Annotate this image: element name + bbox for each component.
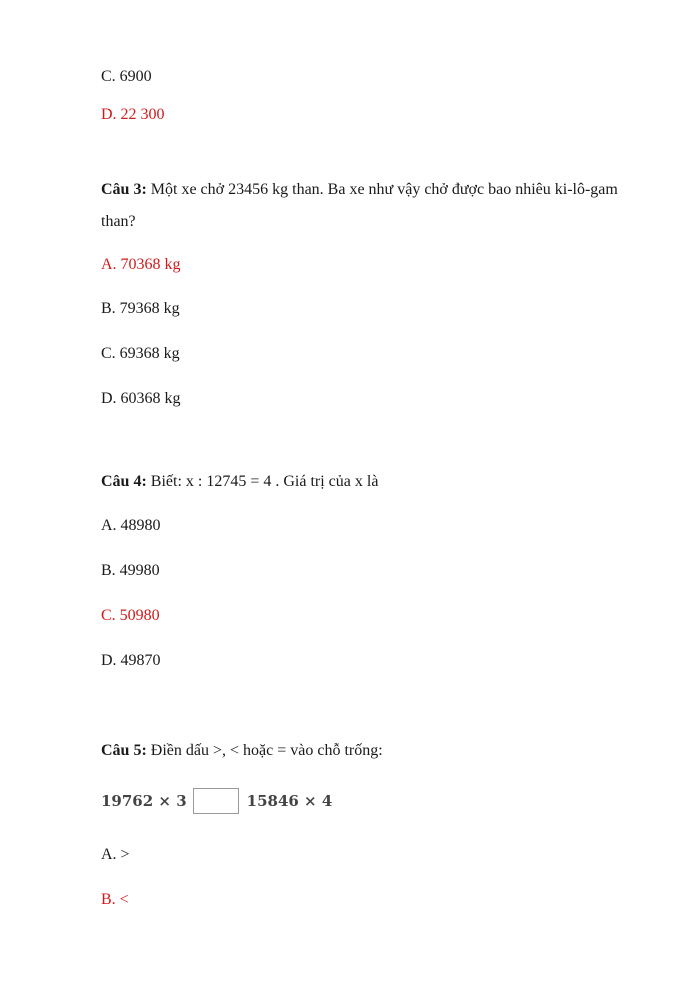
- q5-label: Câu 5:: [101, 742, 147, 759]
- q2-option-c: C. 6900: [101, 68, 152, 85]
- q4-label: Câu 4:: [101, 473, 147, 490]
- q3-label: Câu 3:: [101, 181, 147, 198]
- q3-option-c: C. 69368 kg: [101, 345, 180, 362]
- q3-prompt: [101, 180, 618, 200]
- q4-option-d: D. 49870: [101, 652, 161, 669]
- q4-option-a: A. 48980: [101, 517, 161, 534]
- q5-text: Điền dấu >, < hoặc = vào chỗ trống:: [146, 742, 383, 759]
- q3-option-a-correct: A. 70368 kg: [101, 256, 181, 273]
- q4-option-c-correct: C. 50980: [101, 607, 160, 624]
- q5-option-b-correct: B. <: [101, 891, 129, 908]
- q4-option-b: B. 49980: [101, 562, 160, 579]
- q5-comparison-expression: [101, 786, 332, 816]
- q5-option-a: A. >: [101, 846, 130, 863]
- q5-prompt: [101, 741, 383, 761]
- q5-right-expression: 15846 × 4: [246, 792, 333, 810]
- q3-option-b: B. 79368 kg: [101, 300, 180, 317]
- q2-option-d-correct: D. 22 300: [101, 106, 165, 123]
- q4-prompt: [101, 472, 378, 492]
- q4-text: Biết: x : 12745 = 4 . Giá trị của x là: [146, 473, 379, 490]
- q3-text-line1: Một xe chở 23456 kg than. Ba xe như vậy chở được bao nhiêu ki-lô-gam: [146, 181, 618, 198]
- q3-text-line2: than?: [101, 213, 136, 230]
- q5-blank-box: [193, 788, 239, 814]
- q3-option-d: D. 60368 kg: [101, 390, 181, 407]
- q5-left-expression: 19762 × 3: [101, 792, 187, 810]
